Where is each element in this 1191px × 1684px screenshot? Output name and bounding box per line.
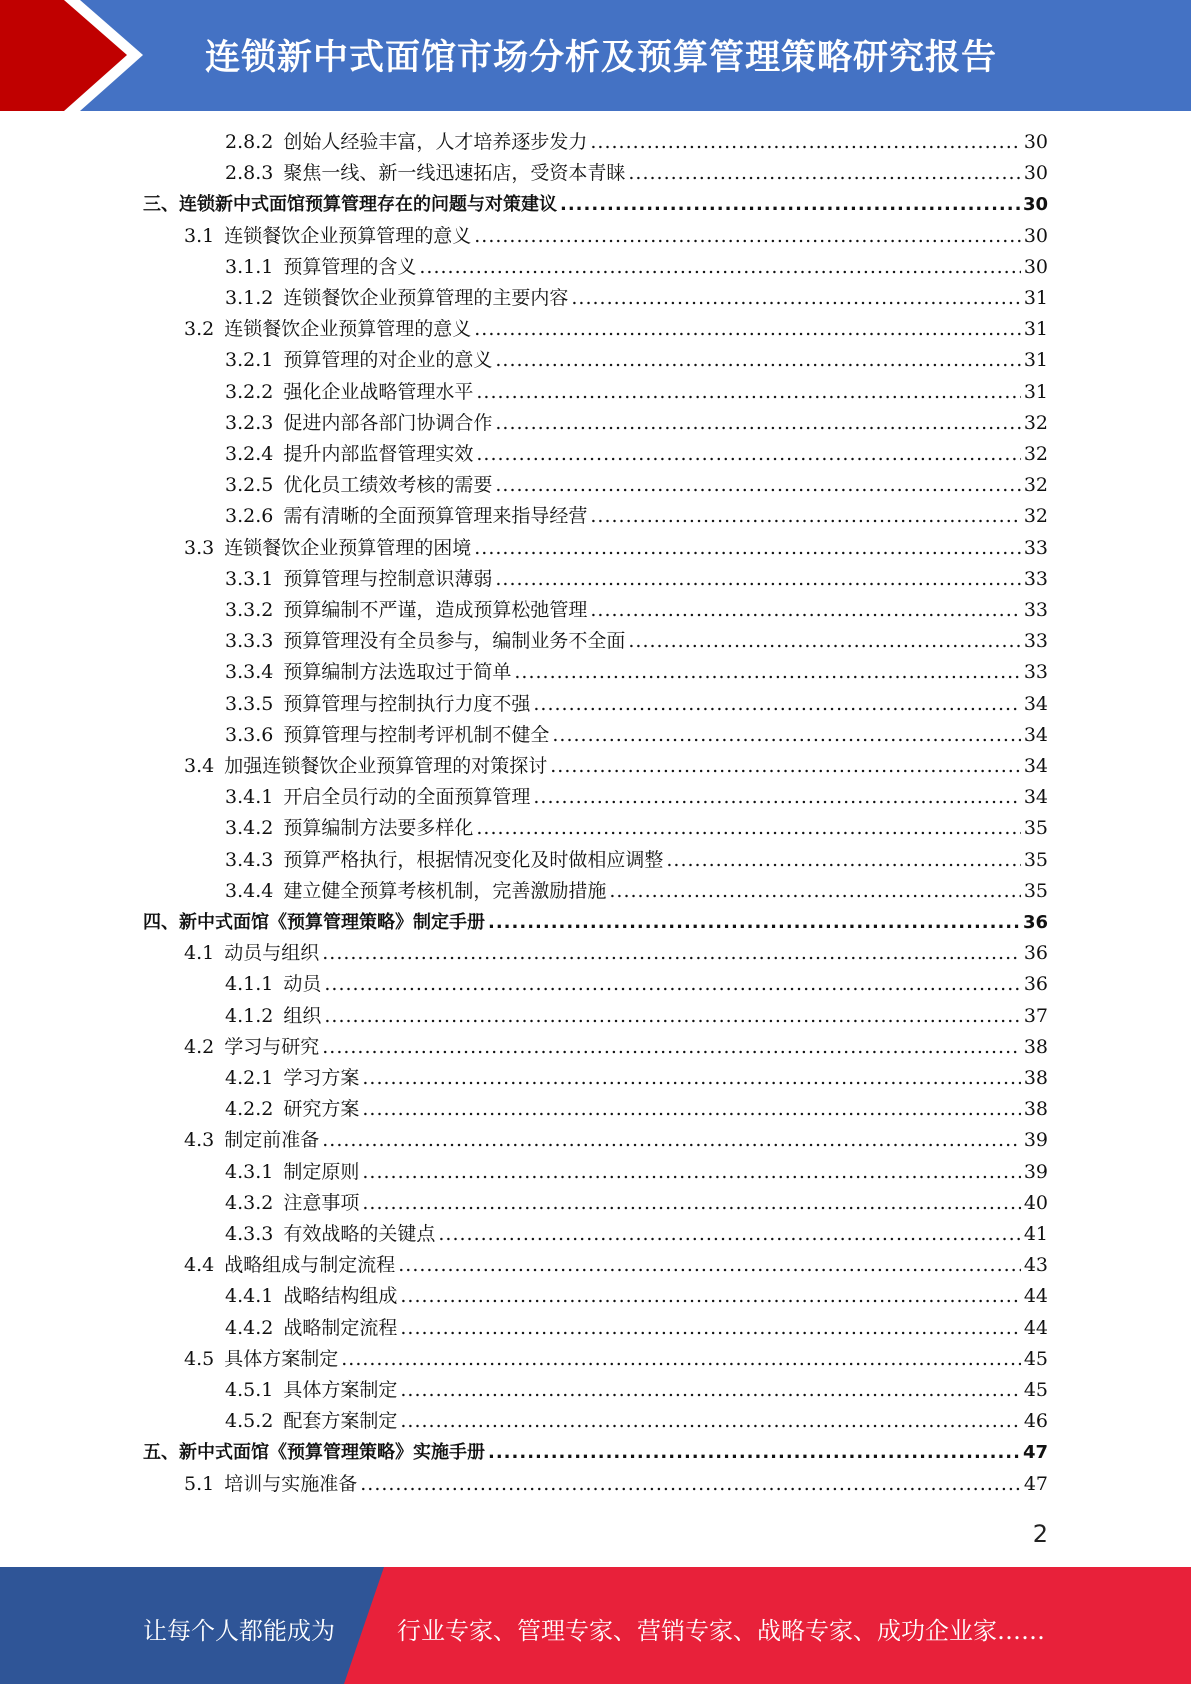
toc-entry-page: 31: [1023, 349, 1048, 372]
toc-entry-page: 41: [1023, 1223, 1048, 1245]
toc-entry-number: 3.3.3: [225, 630, 274, 653]
toc-entry[interactable]: [225, 501, 1048, 532]
toc-entry-page: 34: [1023, 755, 1048, 777]
toc-entry[interactable]: [225, 470, 1048, 501]
toc-dot-leader: [533, 689, 1020, 720]
toc-entry-title: 学习方案: [283, 1067, 360, 1089]
toc-entry-number: 2.8.3: [225, 162, 274, 185]
toc-entry-page: 32: [1023, 443, 1048, 465]
toc-entry-title: 预算管理的对企业的意义: [283, 349, 493, 372]
toc-entry-title: 三、连锁新中式面馆预算管理存在的问题与对策建议: [143, 194, 557, 216]
toc-entry-page: 32: [1023, 474, 1048, 497]
toc-entry[interactable]: [225, 689, 1048, 720]
toc-entry[interactable]: [225, 720, 1048, 751]
toc-entry-number: 4.5: [184, 1347, 215, 1370]
toc-entry[interactable]: [184, 1344, 1048, 1375]
toc-entry-page: 47: [1023, 1472, 1048, 1495]
toc-entry-number: 3.1: [184, 224, 215, 247]
toc-entry-page: 33: [1023, 661, 1048, 684]
toc-entry-title: 连锁餐饮企业预算管理的主要内容: [283, 287, 569, 309]
toc-entry-number: 4.1: [184, 942, 215, 965]
toc-dot-leader: [362, 1188, 1020, 1219]
toc-entry-title: 预算管理没有全员参与，编制业务不全面: [283, 630, 626, 653]
toc-entry-page: 36: [1023, 942, 1048, 965]
toc-entry-number: 3.4.2: [225, 817, 274, 840]
toc-entry-number: 3.3.5: [225, 692, 274, 715]
toc-entry[interactable]: [184, 533, 1048, 564]
toc-entry-title: 战略制定流程: [283, 1316, 398, 1339]
toc-entry-page: 36: [1023, 973, 1048, 996]
toc-dot-leader: [341, 1344, 1021, 1375]
toc-entry-page: 31: [1023, 318, 1048, 341]
toc-entry-title: 培训与实施准备: [224, 1472, 358, 1495]
toc-entry-page: 45: [1023, 1379, 1048, 1401]
toc-dot-leader: [322, 938, 1021, 969]
toc-entry-page: 30: [1023, 162, 1048, 185]
toc-entry-number: 4.2.2: [225, 1098, 274, 1121]
toc-dot-leader: [533, 782, 1020, 813]
toc-entry-title: 配套方案制定: [283, 1410, 398, 1433]
toc-entry-page: 30: [1023, 224, 1048, 247]
page-header: [0, 0, 1191, 111]
toc-entry-page: 38: [1023, 1098, 1048, 1121]
toc-entry[interactable]: [143, 189, 1048, 220]
toc-entry-number: 3.4.4: [225, 879, 274, 902]
toc-entry-number: 4.1.2: [225, 1004, 274, 1027]
toc-dot-leader: [495, 470, 1020, 501]
toc-entry-page: 47: [1022, 1442, 1048, 1464]
toc-entry-number: 3.1.2: [225, 287, 274, 309]
toc-entry[interactable]: [225, 1281, 1048, 1312]
toc-entry-page: 39: [1023, 1129, 1048, 1152]
toc-entry[interactable]: [225, 1313, 1048, 1344]
toc-entry-number: 3.3.2: [225, 599, 274, 621]
toc-entry-title: 有效战略的关键点: [283, 1223, 436, 1245]
toc-entry-page: 34: [1023, 692, 1048, 715]
toc-entry-number: 4.3.1: [225, 1160, 274, 1183]
toc-entry-number: 4.2.1: [225, 1067, 274, 1089]
toc-dot-leader: [400, 1313, 1020, 1344]
toc-entry-number: 4.4.2: [225, 1316, 274, 1339]
toc-entry-number: 3.2.1: [225, 349, 274, 372]
toc-entry-page: 33: [1023, 536, 1048, 559]
toc-entry-page: 33: [1023, 567, 1048, 590]
toc-entry-number: 2.8.2: [225, 131, 274, 153]
toc-entry-title: 预算严格执行，根据情况变化及时做相应调整: [283, 848, 664, 871]
toc-entry-title: 预算管理与控制执行力度不强: [283, 692, 531, 715]
toc-entry[interactable]: [225, 782, 1048, 813]
toc-dot-leader: [322, 1032, 1021, 1063]
toc-entry[interactable]: [225, 252, 1048, 283]
toc-entry[interactable]: [184, 938, 1048, 969]
toc-entry-page: 31: [1023, 380, 1048, 403]
toc-entry-page: 38: [1023, 1067, 1048, 1089]
toc-entry-title: 开启全员行动的全面预算管理: [283, 786, 531, 809]
toc-entry-number: 3.3.1: [225, 567, 274, 590]
toc-entry[interactable]: [184, 1469, 1048, 1500]
toc-dot-leader: [362, 1094, 1020, 1125]
toc-entry-number: 4.3: [184, 1129, 215, 1152]
toc-entry-page: 45: [1023, 1347, 1048, 1370]
toc-entry-title: 创始人经验丰富，人才培养逐步发力: [283, 131, 588, 153]
footer-slogan-left: 让每个人都能成为: [143, 1617, 335, 1645]
toc-entry-number: 3.4: [184, 755, 215, 777]
toc-dot-leader: [550, 751, 1021, 782]
toc-dot-leader: [514, 657, 1020, 688]
toc-entry-number: 4.3.3: [225, 1223, 274, 1245]
toc-entry-title: 动员与组织: [224, 942, 320, 965]
toc-entry-title: 连锁餐饮企业预算管理的困境: [224, 536, 472, 559]
toc-entry-title: 连锁餐饮企业预算管理的意义: [224, 224, 472, 247]
toc-entry[interactable]: [225, 813, 1048, 844]
toc-dot-leader: [322, 1125, 1021, 1156]
toc-dot-leader: [474, 533, 1021, 564]
toc-dot-leader: [324, 969, 1020, 1000]
toc-entry-title: 注意事项: [283, 1191, 360, 1214]
toc-dot-leader: [488, 907, 1020, 938]
toc-entry[interactable]: [225, 158, 1048, 189]
toc-entry-title: 聚焦一线、新一线迅速拓店，受资本青睐: [283, 162, 626, 185]
toc-entry-number: 4.2: [184, 1035, 215, 1058]
toc-entry-number: 3.3: [184, 536, 215, 559]
toc-entry-page: 36: [1022, 912, 1048, 933]
toc-entry-number: 4.5.2: [225, 1410, 274, 1433]
toc-dot-leader: [419, 252, 1020, 283]
toc-entry-number: 4.5.1: [225, 1379, 274, 1401]
toc-entry-number: 3.4.3: [225, 848, 274, 871]
toc-entry-title: 促进内部各部门协调合作: [283, 411, 493, 434]
toc-entry-page: 35: [1023, 879, 1048, 902]
toc-entry-title: 研究方案: [283, 1098, 360, 1121]
toc-entry-title: 强化企业战略管理水平: [283, 380, 474, 403]
toc-entry-title: 预算管理的含义: [283, 255, 417, 278]
toc-entry-title: 预算编制不严谨，造成预算松弛管理: [283, 599, 588, 621]
toc-entry[interactable]: [225, 626, 1048, 657]
toc-dot-leader: [560, 189, 1020, 220]
toc-dot-leader: [488, 1437, 1020, 1468]
toc-entry-title: 四、新中式面馆《预算管理策略》制定手册: [143, 912, 485, 933]
toc-dot-leader: [400, 1281, 1020, 1312]
toc-entry[interactable]: [225, 408, 1048, 439]
toc-entry-page: 35: [1023, 848, 1048, 871]
toc-entry-page: 32: [1023, 505, 1048, 528]
toc-entry-title: 连锁餐饮企业预算管理的意义: [224, 318, 472, 341]
page-footer: [0, 1567, 1191, 1684]
toc-entry[interactable]: [225, 127, 1048, 158]
toc-dot-leader: [609, 876, 1020, 907]
toc-entry-number: 3.2.2: [225, 380, 274, 403]
toc-entry[interactable]: [184, 1125, 1048, 1156]
toc-dot-leader: [362, 1063, 1020, 1094]
toc-entry-title: 战略组成与制定流程: [224, 1254, 396, 1277]
toc-entry-title: 具体方案制定: [224, 1347, 339, 1370]
toc-dot-leader: [628, 158, 1020, 189]
toc-entry-number: 3.4.1: [225, 786, 274, 809]
toc-entry-title: 提升内部监督管理实效: [283, 443, 474, 465]
toc-dot-leader: [590, 595, 1020, 626]
toc-entry-page: 44: [1023, 1285, 1048, 1308]
toc-dot-leader: [571, 283, 1020, 314]
toc-entry-title: 制定原则: [283, 1160, 360, 1183]
toc-entry[interactable]: [225, 595, 1048, 626]
toc-entry-page: 35: [1023, 817, 1048, 840]
toc-entry[interactable]: [225, 657, 1048, 688]
toc-dot-leader: [590, 127, 1020, 158]
toc-entry-page: 32: [1023, 411, 1048, 434]
toc-entry-title: 建立健全预算考核机制，完善激励措施: [283, 879, 607, 902]
toc-dot-leader: [438, 1219, 1020, 1250]
toc-entry[interactable]: [225, 1188, 1048, 1219]
toc-entry-page: 30: [1023, 131, 1048, 153]
toc-entry[interactable]: [225, 345, 1048, 376]
toc-dot-leader: [398, 1250, 1021, 1281]
toc-entry-number: 3.3.6: [225, 723, 274, 746]
toc-entry[interactable]: [225, 377, 1048, 408]
toc-entry-number: 3.1.1: [225, 255, 274, 278]
toc-entry-page: 33: [1023, 630, 1048, 653]
toc-entry-title: 具体方案制定: [283, 1379, 398, 1401]
toc-entry[interactable]: [225, 969, 1048, 1000]
toc-entry-number: 4.1.1: [225, 973, 274, 996]
toc-entry-page: 34: [1023, 786, 1048, 809]
toc-entry-number: 4.4.1: [225, 1285, 274, 1308]
toc-entry[interactable]: [225, 439, 1048, 470]
toc-dot-leader: [362, 1157, 1020, 1188]
toc-dot-leader: [666, 845, 1020, 876]
toc-entry-page: 38: [1023, 1035, 1048, 1058]
toc-entry-number: 3.2.6: [225, 505, 274, 528]
toc-entry[interactable]: [184, 751, 1048, 782]
toc-dot-leader: [400, 1406, 1020, 1437]
toc-entry[interactable]: [143, 1437, 1048, 1468]
toc-entry-page: 33: [1023, 599, 1048, 621]
toc-entry-number: 3.2.4: [225, 443, 274, 465]
toc-dot-leader: [476, 813, 1020, 844]
toc-entry-number: 3.3.4: [225, 661, 274, 684]
toc-entry-number: 3.2.5: [225, 474, 274, 497]
toc-entry-page: 31: [1023, 287, 1048, 309]
toc-entry-number: 3.2: [184, 318, 215, 341]
toc-entry[interactable]: [225, 876, 1048, 907]
toc-entry-title: 战略结构组成: [283, 1285, 398, 1308]
toc-entry[interactable]: [225, 564, 1048, 595]
toc-dot-leader: [495, 345, 1020, 376]
toc-entry-title: 加强连锁餐饮企业预算管理的对策探讨: [224, 755, 548, 777]
toc-entry[interactable]: [225, 1375, 1048, 1406]
toc-entry-title: 学习与研究: [224, 1035, 320, 1058]
toc-dot-leader: [474, 314, 1021, 345]
toc-entry-title: 组织: [283, 1004, 322, 1027]
toc-entry[interactable]: [184, 314, 1048, 345]
toc-entry-title: 预算管理与控制意识薄弱: [283, 567, 493, 590]
toc-entry-title: 动员: [283, 973, 322, 996]
toc-entry-page: 30: [1022, 194, 1048, 216]
toc-entry-title: 优化员工绩效考核的需要: [283, 474, 493, 497]
toc-dot-leader: [474, 221, 1021, 252]
report-title: 连锁新中式面馆市场分析及预算管理策略研究报告: [205, 38, 998, 78]
toc-entry[interactable]: [225, 1157, 1048, 1188]
toc-entry-title: 需有清晰的全面预算管理来指导经营: [283, 505, 588, 528]
toc-dot-leader: [476, 439, 1020, 470]
toc-entry[interactable]: [184, 1032, 1048, 1063]
toc-entry[interactable]: [225, 1001, 1048, 1032]
toc-entry-number: 4.3.2: [225, 1191, 274, 1214]
page-number: 2: [1032, 1520, 1048, 1548]
toc-dot-leader: [495, 408, 1020, 439]
toc-entry-title: 预算管理与控制考评机制不健全: [283, 723, 550, 746]
toc-entry[interactable]: [184, 1250, 1048, 1281]
toc-entry-page: 44: [1023, 1316, 1048, 1339]
toc-entry-number: 4.4: [184, 1254, 215, 1277]
toc-entry-page: 43: [1023, 1254, 1048, 1277]
toc-dot-leader: [628, 626, 1020, 657]
toc-entry[interactable]: [143, 907, 1048, 938]
toc-entry[interactable]: [225, 1094, 1048, 1125]
toc-dot-leader: [476, 377, 1020, 408]
toc-entry-title: 预算编制方法选取过于简单: [283, 661, 512, 684]
toc-entry[interactable]: [225, 1219, 1048, 1250]
toc-entry-page: 46: [1023, 1410, 1048, 1433]
toc-entry-page: 37: [1023, 1004, 1048, 1027]
toc-entry-title: 预算编制方法要多样化: [283, 817, 474, 840]
toc-entry-number: 3.2.3: [225, 411, 274, 434]
toc-entry-page: 30: [1023, 255, 1048, 278]
toc-dot-leader: [400, 1375, 1020, 1406]
toc-dot-leader: [324, 1001, 1020, 1032]
footer-slogan-right: 行业专家、管理专家、营销专家、战略专家、成功企业家……: [397, 1617, 1045, 1645]
toc-dot-leader: [495, 564, 1020, 595]
toc-dot-leader: [590, 501, 1020, 532]
toc-entry-page: 40: [1023, 1191, 1048, 1214]
toc-entry-title: 五、新中式面馆《预算管理策略》实施手册: [143, 1442, 485, 1464]
toc-entry-title: 制定前准备: [224, 1129, 320, 1152]
toc-entry[interactable]: [225, 845, 1048, 876]
toc-dot-leader: [360, 1469, 1021, 1500]
toc-entry-page: 34: [1023, 723, 1048, 746]
toc-entry[interactable]: [225, 283, 1048, 314]
toc-dot-leader: [552, 720, 1020, 751]
toc-entry[interactable]: [225, 1406, 1048, 1437]
toc-entry-number: 5.1: [184, 1472, 215, 1495]
toc-entry[interactable]: [225, 1063, 1048, 1094]
toc-entry-page: 39: [1023, 1160, 1048, 1183]
toc-entry[interactable]: [184, 221, 1048, 252]
